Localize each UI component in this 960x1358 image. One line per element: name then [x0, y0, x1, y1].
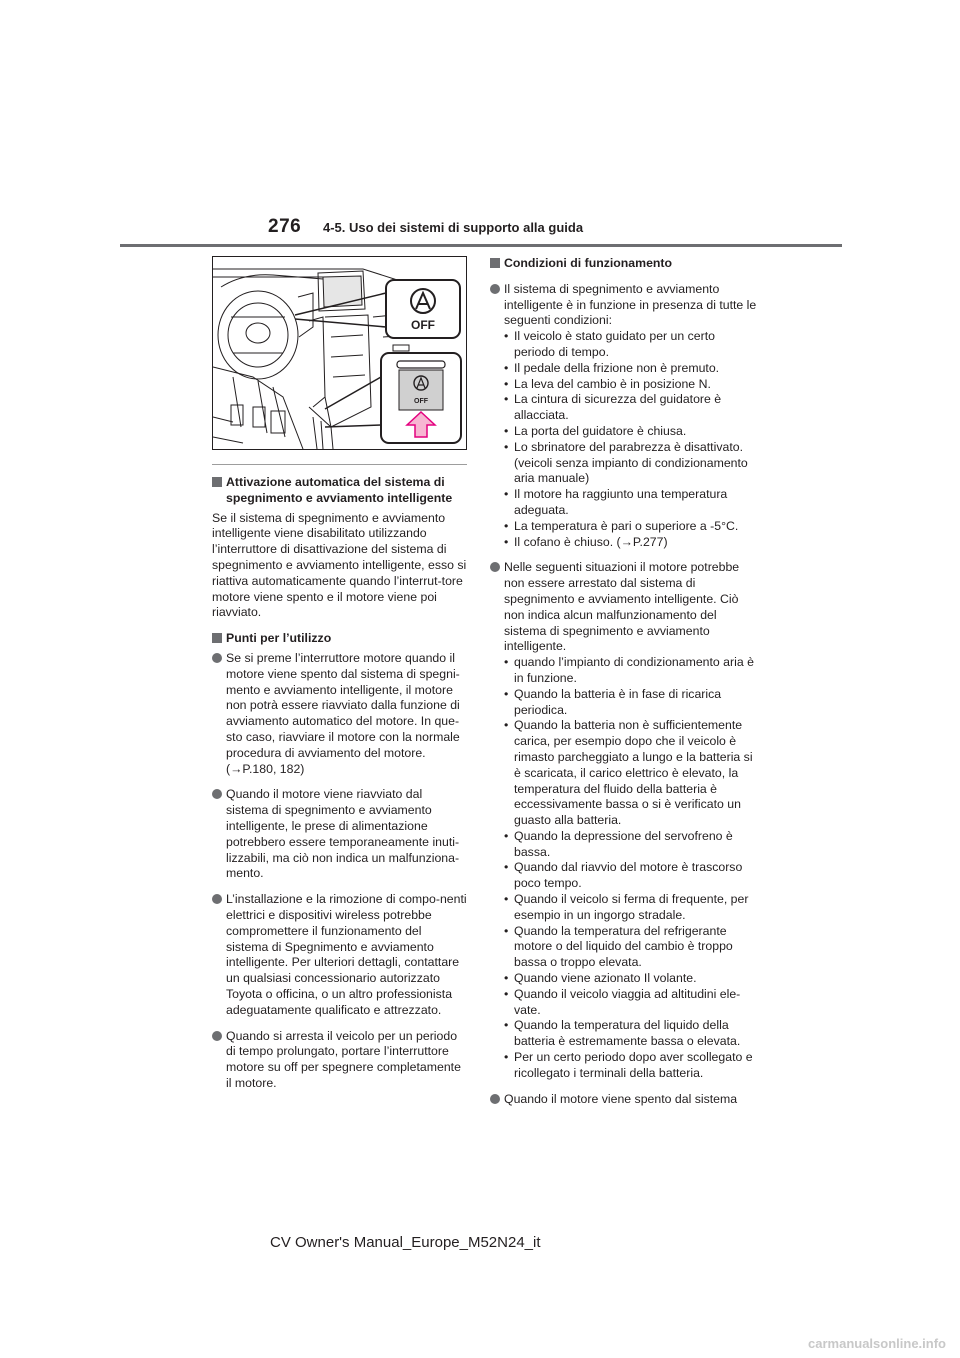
exception-item: • Quando la batteria non è sufficientemente carica, per esempio dopo che il veicolo è rimasto parcheggiato a lungo e la batteria si è scaricata, il carico elettrico è elevato, la temperatura del fluido della batteria è eccessivamente bassa o si è verificato un guasto alla batteria.: [504, 718, 758, 829]
condition-item: • Il veicolo è stato guidato per un certo periodo di tempo.: [504, 329, 758, 361]
heading-automatic-activation: Attivazione automatica del sistema di spegnimento e avviamento intelligente: [212, 475, 467, 507]
heading-operating-conditions: Condizioni di funzionamento: [490, 256, 758, 272]
section-title: 4-5. Uso dei sistemi di supporto alla guida: [323, 220, 584, 235]
right-column: [490, 256, 758, 1117]
exception-item: • Quando il veicolo viaggia ad altitudini ele-vate.: [504, 987, 758, 1019]
exception-item: • Quando la temperatura del refrigerante motore o del liquido del cambio è troppo bassa o troppo elevata.: [504, 924, 758, 971]
bullet-engine-stopped: Quando il motore viene spento dal sistema: [490, 1092, 758, 1108]
bullet-conditions-list: [490, 282, 758, 551]
paragraph-automatic-activation: Se il sistema di spegnimento e avviamento intelligente viene disabilitato utilizzando l’interruttore di disattivazione del sistema di spegnimento e avviamento intelligente, esso si riattiva automaticamente quando l’interrut-tore motore viene spento e il motore viene poi riavviato.: [212, 510, 467, 620]
exception-item: • Quando la batteria è in fase di ricarica periodica.: [504, 687, 758, 719]
condition-item: • La porta del guidatore è chiusa.: [504, 424, 758, 440]
condition-item: • La temperatura è pari o superiore a -5°C.: [504, 519, 758, 535]
bullet-power-outlets: Quando il motore viene riavviato dal sistema di spegnimento e avviamento intelligente, le prese di alimentazione potrebbero essere temporaneamente inuti-lizzabili, ma ciò non indica un malfunziona-mento.: [212, 787, 467, 882]
condition-item: • Il pedale della frizione non è premuto.: [504, 361, 758, 377]
off-label-large: OFF: [411, 318, 435, 332]
heading-usage-points: Punti per l’utilizzo: [212, 631, 467, 647]
off-label-small: OFF: [414, 398, 428, 405]
bullet-exceptions-list: [490, 560, 758, 1081]
watermark: carmanualsonline.info: [808, 1336, 946, 1351]
exception-item: • Quando la temperatura del liquido della batteria è estremamente bassa o elevata.: [504, 1018, 758, 1050]
exception-item: • Quando dal riavvio del motore è trascorso poco tempo.: [504, 860, 758, 892]
conditions-intro: Il sistema di spegnimento e avviamento intelligente è in funzione in presenza di tutte le seguenti condizioni:: [504, 281, 757, 328]
exception-item: • quando l’impianto di condizionamento aria è in funzione.: [504, 655, 758, 687]
left-column: [212, 256, 467, 1102]
bullet-prolonged-stop: Quando si arresta il veicolo per un periodo di tempo prolungato, portare l’interruttore motore su off per spegnere completamente il motore.: [212, 1029, 467, 1092]
condition-item: • La cintura di sicurezza del guidatore è allacciata.: [504, 392, 758, 424]
exception-item: • Quando il veicolo si ferma di frequente, per esempio in un ingorgo stradale.: [504, 892, 758, 924]
header-rule: [120, 244, 842, 247]
bullet-engine-switch: Se si preme l’interruttore motore quando il motore viene spento dal sistema di spegni-mento e avviamento intelligente, il motore non potrà essere riavviato dalla funzione di avviamento automatico del motore. In que-sto caso, riavviare il motore con la normale procedura di avviamento del motore. (→P.180, 182): [212, 651, 467, 777]
condition-item: • La leva del cambio è in posizione N.: [504, 377, 758, 393]
page-number: 276: [268, 216, 302, 237]
condition-item: • Il motore ha raggiunto una temperatura adeguata.: [504, 487, 758, 519]
dashboard-drawing: [213, 257, 466, 449]
exceptions-intro: Nelle seguenti situazioni il motore potrebbe non essere arrestato dal sistema di spegnimento e avviamento intelligente. Ciò non indica alcun malfunzionamento del sistema di spegnimento e avviamento intelligente.: [504, 560, 740, 654]
footer-manual-id: CV Owner's Manual_Europe_M52N24_it: [270, 1234, 541, 1251]
exception-item: • Per un certo periodo dopo aver scollegato e ricollegato i terminali della batteria.: [504, 1050, 758, 1082]
bullet-electrical-components: L’installazione e la rimozione di compo-nenti elettrici e dispositivi wireless potrebbe compromettere il funzionamento del sistema di Spegnimento e avviamento intelligente. Per ulteriori dettagli, contattare un qualsiasi concessionario autorizzato Toyota o officina, o un altro professionista adeguatamente qualificato e attrezzato.: [212, 892, 467, 1018]
exception-item: • Quando viene azionato Il volante.: [504, 971, 758, 987]
figure-divider: [212, 464, 467, 465]
dashboard-illustration: [212, 256, 467, 450]
condition-item: • Il cofano è chiuso. (→P.277): [504, 535, 758, 551]
exception-item: • Quando la depressione del servofreno è bassa.: [504, 829, 758, 861]
condition-item: • Lo sbrinatore del parabrezza è disattivato. (veicoli senza impianto di condizionamento aria manuale): [504, 440, 758, 487]
